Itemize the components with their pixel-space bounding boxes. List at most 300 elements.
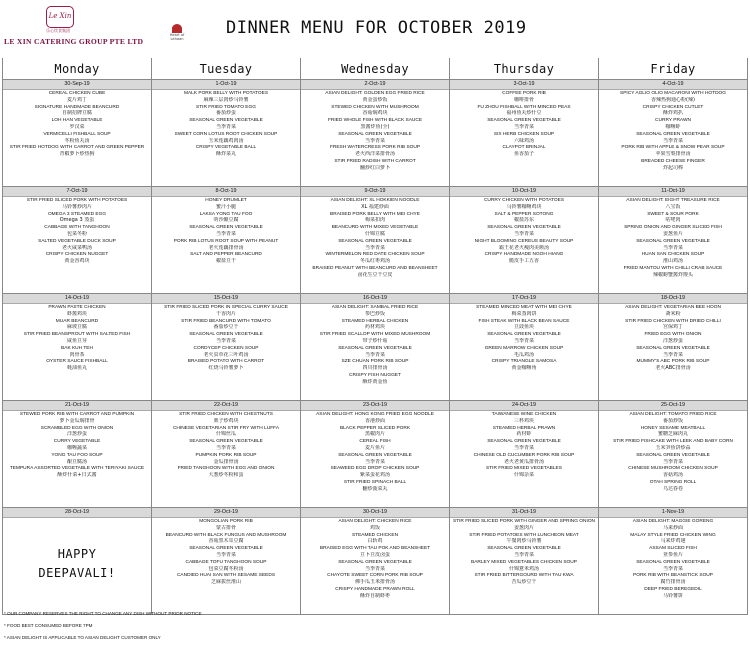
dish-item [452, 573, 596, 585]
dish-name-chinese: 蜜汁小腿 [215, 203, 236, 210]
week-row [3, 187, 748, 294]
dish-item [601, 359, 745, 371]
week-row [3, 80, 748, 187]
day-menu-cell [3, 401, 152, 508]
dish-name-english: MONGOLIAN PORK RIB [199, 519, 253, 524]
dish-name-english: CORDYCEP CHICKEN SOUP [193, 345, 259, 351]
dish-name-english: SEASONAL GREEN VEGETABLE [338, 559, 412, 565]
dish-name-chinese: 萝卜金瓜焖排骨 [59, 417, 95, 424]
day-menu-cell [599, 508, 748, 615]
dish-item [601, 412, 745, 424]
dish-item [154, 252, 298, 264]
dish-name-chinese: 当季青菜 [513, 230, 534, 237]
dish-name-english: SIX HERB CHICKEN SOUP [493, 131, 555, 137]
dish-name-chinese: 乌达春卷 [662, 485, 683, 492]
dish-item [154, 332, 298, 344]
dish-name-chinese: 虾酱鸡块 [66, 310, 87, 317]
dish-name-english: SEASONAL GREEN VEGETABLE [487, 225, 561, 231]
dish-name-english: BEANCURD WITH BLACK FUNGUS AND MUSHROOM [165, 532, 287, 538]
dish-item [601, 266, 745, 278]
day-header: Tuesday [152, 58, 301, 80]
dish-list [301, 304, 449, 388]
dish-name-chinese: 芝麻拔丝淮山 [210, 579, 241, 586]
dish-item [601, 453, 745, 465]
dish-item [303, 346, 447, 358]
dish-name-english: CRISPY FISH NUGGET [349, 372, 401, 378]
dish-name-english: SEAWEED EGG DROP CHICKEN SOUP [330, 466, 420, 472]
day-menu-cell [301, 401, 450, 508]
dish-name-chinese: 豆豉鱼块 [513, 324, 534, 331]
menu-date: 8-Oct-19 [152, 187, 300, 197]
dish-name-chinese: 老火虫草花三叶鸡汤 [203, 351, 249, 358]
dish-name-chinese: 椒盐苏东 [513, 217, 534, 224]
dish-name-chinese: XL 福建炒面 [361, 203, 389, 210]
dish-list [450, 90, 598, 160]
dish-item [452, 198, 596, 210]
dish-name-chinese: 当季青菜 [662, 351, 683, 358]
dish-item [452, 105, 596, 117]
dish-name-english: CRISPY CHICKEN CUTLET [642, 104, 704, 110]
dish-name-chinese: 香菇黑木耳豆腐 [208, 538, 244, 545]
dish-item [5, 305, 149, 317]
dish-name-english: VERMICELLI FISHBALL SOUP [43, 131, 111, 137]
dish-name-english: HONEY SESAME MEATBALL [640, 425, 706, 431]
dish-item [154, 212, 298, 224]
dish-name-english: CHINESE MUSHROOM CHICKEN SOUP [628, 466, 718, 472]
dish-name-chinese: 什锦薏米鸡汤 [508, 565, 539, 572]
dish-name-english: PORK RIB WITH BEANSTICK SOUP [633, 573, 713, 579]
dish-name-english: SWEET & SOUR PORK [647, 211, 699, 217]
dish-list [301, 90, 449, 174]
dish-item [5, 359, 149, 371]
dish-name-chinese: 马铃薯饼 [662, 592, 683, 599]
dish-item [154, 145, 298, 157]
menu-date: 24-Oct-19 [450, 401, 598, 411]
day-menu-cell [450, 187, 599, 294]
dish-name-english: ASIAN DELIGHT: MAGGIE GORENG [632, 519, 714, 524]
footnote: * ASIAN DELIGHT IS APPLICABLE TO ASIAN DELIGHT CUSTOMER ONLY [4, 635, 161, 640]
dish-item [303, 225, 447, 237]
dish-list [152, 518, 300, 588]
dish-name-english: STIR FRIED BEANSPROUT WITH SALTED FISH [23, 332, 131, 338]
dish-item [303, 439, 447, 451]
dish-name-chinese: 斋米粉 [665, 310, 681, 317]
dish-item [154, 118, 298, 130]
dish-name-chinese: 带子炒什菇 [362, 337, 388, 344]
dish-item [303, 480, 447, 492]
logo-chinese-name: 乐心饮食集团 [46, 28, 70, 33]
dish-name-english: OMEGA 3 STEAMED EGG [47, 211, 107, 217]
dish-name-english: STIR FRIED RADISH WITH CARROT [334, 158, 416, 164]
dish-name-english: CEREAL FISH [359, 439, 391, 445]
dish-name-chinese: 酥炸什菜+日式酱 [57, 472, 97, 479]
dish-name-chinese: 咖啡排骨 [513, 96, 534, 103]
dish-name-english: SEASONAL GREEN VEGETABLE [189, 225, 263, 231]
dish-name-english: CURRY PRAWN [655, 118, 691, 124]
dish-name-english: BEANCURD WITH MIXED VEGETABLE [331, 225, 419, 231]
dish-name-chinese: 三杯鸡块 [513, 417, 534, 424]
dish-item [601, 587, 745, 599]
dish-name-chinese: 香菇鸡汤 [662, 472, 683, 479]
dish-name-chinese: 咖喱蔬菜 [66, 444, 87, 451]
dish-name-chinese: 番茄炒豆干 [213, 324, 239, 331]
dish-item [5, 118, 149, 130]
dish-name-chinese: Omega 3 蒸蛋 [59, 217, 95, 224]
dish-item [452, 453, 596, 465]
dish-item [5, 105, 149, 117]
dish-item [154, 91, 298, 103]
dish-item [452, 412, 596, 424]
menu-date: 23-Oct-19 [301, 401, 449, 411]
dish-name-english: SEASONAL GREEN VEGETABLE [338, 345, 412, 351]
week-row [3, 294, 748, 401]
dish-name-chinese: 参巴炒饭 [364, 310, 385, 317]
dish-item [154, 466, 298, 478]
dish-item [452, 319, 596, 331]
dish-item [601, 198, 745, 210]
dish-name-english: ASIAN DELIGHT: SAMBAL FRIED RICE [331, 305, 419, 310]
dish-item [303, 159, 447, 171]
dish-name-english: STIR FRIED FISHCAKE WITH LEEK AND BABY CORN [613, 439, 733, 445]
dish-item [303, 91, 447, 103]
day-menu-cell [599, 294, 748, 401]
dish-name-chinese: 亚参鱼片 [662, 551, 683, 558]
dish-item [601, 346, 745, 358]
menu-date: 10-Oct-19 [450, 187, 598, 197]
dish-item [154, 346, 298, 358]
day-menu-cell [450, 401, 599, 508]
dish-item [452, 332, 596, 344]
dish-name-english: BRAISED POTATO WITH CARROT [187, 359, 265, 365]
dish-name-chinese: 包菜豆腐冬粉汤 [208, 565, 244, 572]
dish-name-english: SALT AND PEPPER BEANCURD [190, 252, 262, 258]
dish-name-english: STIR FRIED HOTDOG WITH CARROT AND GREEN PEPPER [9, 145, 145, 151]
dish-name-english: SEASONAL GREEN VEGETABLE [636, 131, 710, 137]
dish-item [303, 453, 447, 465]
dish-name-english: SEASONAL GREEN VEGETABLE [636, 345, 710, 351]
dish-item [303, 412, 447, 424]
dish-list [599, 90, 747, 174]
dish-item [303, 373, 447, 385]
menu-date: 2-Oct-19 [301, 80, 449, 90]
dish-name-chinese: 当季青菜 [364, 351, 385, 358]
dish-name-chinese: 脆皮手工五香 [508, 258, 539, 265]
dish-name-english: PUMPKIN PORK RIB SOUP [195, 452, 257, 458]
dish-name-english: CURRY VEGETABLE [53, 439, 101, 445]
dish-name-english: FRIED WHOLE FISH WITH BLACK SAUCE [327, 118, 423, 124]
dish-name-english: STIR FRIED TOMATO EGG [196, 104, 256, 110]
dish-name-english: SEASONAL GREEN VEGETABLE [189, 118, 263, 124]
day-menu-cell [152, 187, 301, 294]
dish-name-english: CRISPY HANDMADE PRAWN ROLL [335, 586, 415, 592]
dish-name-english: STIR FRIED MIXED VEGETABLES [486, 466, 562, 472]
dish-name-chinese: 佛手瓜玉米排骨汤 [354, 579, 395, 586]
dish-name-english: YONG TAU FOO SOUP [51, 452, 103, 458]
dish-item [154, 305, 298, 317]
dish-item [5, 225, 149, 237]
dish-name-english: COFFEE PORK RIB [502, 91, 546, 96]
dish-name-chinese: 苦瓜炒豆干 [511, 579, 537, 586]
dish-list [450, 411, 598, 481]
menu-date: 11-Oct-19 [599, 187, 747, 197]
dish-name-chinese: 蒙古排骨 [215, 524, 236, 531]
day-menu-cell [3, 80, 152, 187]
dish-name-english: ASIAN DELIGHT: EIGHT TREASURE RICE [626, 198, 720, 203]
dish-list [3, 304, 151, 374]
menu-date: 3-Oct-19 [450, 80, 598, 90]
dish-item [303, 426, 447, 438]
dish-name-chinese: 当季青菜 [662, 244, 683, 251]
dish-item [303, 305, 447, 317]
dish-name-chinese: 老火莲藕排骨汤 [208, 244, 244, 251]
dish-name-chinese: 青椒萝卜炒热狗 [59, 151, 95, 158]
dish-name-english: BRAISED PORK BELLY WITH MEI CHYE [330, 211, 420, 217]
dish-name-english: PORK RIB LOTUS ROOT SOUP WITH PEANUT [173, 238, 279, 244]
dish-name-english: OYSTER SAUCE FISHBALL [46, 359, 108, 365]
menu-date: 21-Oct-19 [3, 401, 151, 411]
dish-item [303, 587, 447, 599]
dish-name-english: MUAR BEANCURD [55, 318, 99, 324]
dish-name-chinese: 洋葱炒蛋 [66, 431, 87, 438]
footnote: * FOOD BEST CONSUMED BEFORE 7PM [4, 623, 93, 628]
dish-list [599, 197, 747, 281]
dish-name-chinese: 咖喱虾 [665, 123, 681, 130]
dish-name-chinese: 麻辣三层肉炒马铃薯 [203, 96, 249, 103]
dish-name-chinese: 洋葱炒蛋 [662, 337, 683, 344]
dish-name-chinese: 马来炒面 [662, 524, 683, 531]
dish-item [601, 426, 745, 438]
dish-name-chinese: 什锦丝瓜 [215, 431, 236, 438]
dish-item [5, 91, 149, 103]
company-name: LE XIN CATERING GROUP PTE LTD [4, 37, 144, 46]
dish-name-english: FRESH WATERCRESS PORK RIB SOUP [329, 145, 421, 151]
dish-name-english: SEASONAL GREEN VEGETABLE [636, 452, 710, 458]
dish-name-chinese: 紫菜蛋花鸡汤 [359, 472, 390, 479]
dish-name-english: CURRY CHICKEN WITH POTATOES [483, 198, 565, 203]
day-menu-cell [3, 294, 152, 401]
dish-name-chinese: 当季青菜 [215, 444, 236, 451]
day-menu-cell [152, 294, 301, 401]
dish-name-chinese: 毛瓜鸡汤 [513, 351, 534, 358]
dish-list [152, 90, 300, 160]
dish-item [303, 145, 447, 157]
dish-name-english: HUAN SAN CHICKEN SOUP [641, 252, 705, 258]
dish-list [450, 197, 598, 267]
menu-date: 14-Oct-19 [3, 294, 151, 304]
dish-item [452, 533, 596, 545]
dish-list [152, 197, 300, 267]
dish-name-chinese: 冬粉鱼丸汤 [64, 137, 90, 144]
dish-item [5, 332, 149, 344]
dish-name-english: MUMMY'S ABC PORK RIB SOUP [636, 359, 710, 365]
dish-name-english: BRAISED PEANUT WITH BEANCURD AND BEANSHEET [312, 265, 438, 271]
dish-name-english: SZE CHUAN PORK RIB SOUP [341, 359, 409, 365]
dish-item [5, 439, 149, 451]
dish-name-chinese: 玉米笋鱼饼炒蒜 [655, 444, 691, 451]
dish-item [154, 359, 298, 371]
dish-name-english: STEWED PORK RIB WITH CARROT AND PUMPKIN [19, 412, 135, 417]
day-menu-cell [152, 401, 301, 508]
dish-name-chinese: 什锦杂菜 [513, 472, 534, 479]
dish-item [452, 519, 596, 531]
dish-name-english: STIR FRIED SCALLOP WITH MIXED MUSHROOM [319, 332, 431, 338]
dish-name-english: CRISPY VEGETABLE BALL [195, 145, 257, 151]
dish-item [303, 132, 447, 144]
dish-name-english: TAIWANESE WINE CHICKEN [491, 412, 557, 417]
dish-item [5, 132, 149, 144]
dish-item [303, 198, 447, 210]
dish-name-english: CRISPY TRIANGLE SAMOSA [491, 359, 557, 365]
dish-name-english: STEAMED MINCED MEAT WITH MEI CHYE [476, 305, 572, 310]
menu-table [2, 58, 748, 615]
dish-name-english: ASIAN DELIGHT: TOMATO FRIED RICE [629, 412, 717, 417]
dish-name-english: CEREAL CHICKEN CUBE [48, 91, 106, 96]
dish-name-english: STEWED CHICKEN WITH MUSHROOM [331, 104, 419, 110]
holiday-line: HAPPY [57, 547, 97, 561]
dish-item [303, 239, 447, 251]
menu-date: 1-Nov-19 [599, 508, 747, 518]
dish-item [303, 266, 447, 278]
dish-name-chinese: 姜葱鱼片 [662, 230, 683, 237]
dish-name-chinese: 八宝饭 [665, 203, 681, 210]
dish-item [452, 305, 596, 317]
dish-item [601, 225, 745, 237]
day-menu-cell [301, 294, 450, 401]
dish-name-english: SCRAMBLED EGG WITH ONION [40, 425, 114, 431]
dish-name-chinese: 咕咾肉 [665, 217, 681, 224]
dish-name-english: FRIED EGG WITH ONION [644, 332, 702, 338]
dish-item [303, 359, 447, 371]
dish-item [601, 546, 745, 558]
holiday-message [5, 545, 149, 583]
dish-name-english: SEASONAL GREEN VEGETABLE [487, 546, 561, 552]
dish-item [154, 519, 298, 531]
dish-name-chinese: 当季青菜 [513, 337, 534, 344]
dish-item [303, 105, 447, 117]
dish-name-chinese: 蜜糖芝麻肉丸 [657, 431, 688, 438]
dish-item [601, 132, 745, 144]
dish-name-chinese: 苹果雪梨排骨汤 [655, 151, 691, 158]
day-menu-cell [301, 508, 450, 615]
menu-date: 7-Oct-19 [3, 187, 151, 197]
dish-item [303, 212, 447, 224]
dish-name-chinese: 酥炸自制虾枣 [359, 592, 390, 599]
dish-name-english: OTAH SPRING ROLL [649, 479, 697, 485]
dish-name-chinese: 酥炸菜丸 [215, 151, 236, 158]
dish-name-english: LOH HAN VEGETABLE [51, 118, 103, 124]
dish-item [452, 359, 596, 371]
dish-item [154, 412, 298, 424]
dish-name-english: STIR FRIED SLICED PORK WITH POTATOES [26, 198, 128, 203]
dish-name-chinese: 午餐肉炒马铃薯 [506, 538, 542, 545]
dish-item [5, 239, 149, 251]
menu-date: 25-Oct-19 [599, 401, 747, 411]
dish-name-chinese: 当季青菜 [662, 458, 683, 465]
menu-date: 15-Oct-19 [152, 294, 300, 304]
dish-name-chinese: 炸起司棒 [662, 164, 683, 171]
dish-list [3, 518, 151, 584]
menu-date: 1-Oct-19 [152, 80, 300, 90]
dish-name-chinese: 什锦豆腐 [364, 230, 385, 237]
dish-item [601, 305, 745, 317]
dish-item [452, 252, 596, 264]
dish-name-chinese: 香港炒面 [364, 417, 385, 424]
dish-name-chinese: 腐竹排骨汤 [660, 579, 686, 586]
dish-name-chinese: 辣椒螃蟹酱炸馒头 [652, 271, 693, 278]
dish-name-chinese: 豆卜豆皮卤蛋 [359, 551, 390, 558]
dish-name-english: NIGHT BLOOMING CEREUS BEAUTY SOUP [474, 238, 574, 244]
dish-name-chinese: 马铃薯炒肉片 [61, 203, 92, 210]
dish-name-chinese: 当季青菜 [215, 551, 236, 558]
dish-name-chinese: 当季青菜 [364, 244, 385, 251]
day-menu-cell [152, 508, 301, 615]
dish-name-english: ASSAM SLICED FISH [649, 546, 697, 552]
dish-item [601, 319, 745, 331]
dish-name-english: MALAY STYLE FRIED CHICKEN WING [630, 532, 716, 538]
dish-name-chinese: 姜葱肉片 [513, 524, 534, 531]
day-menu-cell [599, 187, 748, 294]
dish-item [154, 560, 298, 572]
dish-name-chinese: 淮山鸡汤 [662, 258, 683, 265]
dish-name-english: SEASONAL GREEN VEGETABLE [338, 238, 412, 244]
dish-item [303, 573, 447, 585]
day-menu-cell [3, 508, 152, 615]
dish-item [452, 466, 596, 478]
dish-item [303, 546, 447, 558]
dish-name-chinese: 当季青菜 [513, 551, 534, 558]
dish-name-chinese: 福州鱼丸炒什豆 [506, 110, 542, 117]
dish-name-english: SEASONAL GREEN VEGETABLE [636, 559, 710, 565]
dish-name-chinese: 马铃薯咖喱鸡块 [506, 203, 542, 210]
day-menu-cell [450, 80, 599, 187]
menu-date: 29-Oct-19 [152, 508, 300, 518]
dish-name-english: STIR FRIED BITTERGOURD WITH TAU KWA [474, 573, 574, 579]
dish-item [601, 573, 745, 585]
dish-name-chinese: 药材鸡块 [364, 324, 385, 331]
dish-name-chinese: 罗汉菜 [69, 123, 85, 130]
dish-item [452, 439, 596, 451]
dish-name-chinese: 当季青菜 [662, 565, 683, 572]
dish-item [303, 560, 447, 572]
dish-list [152, 411, 300, 481]
dish-list [3, 197, 151, 267]
dish-name-english: CABBAGE WITH TANGHOON [44, 225, 110, 231]
week-row [3, 401, 748, 508]
dish-name-chinese: 蚝油鱼丸 [66, 365, 87, 372]
dish-name-chinese: 大葱炒冬粉和蛋 [208, 472, 244, 479]
dish-item [303, 118, 447, 130]
dish-name-english: ASIAN DELIGHT: GOLDEN EGG FRIED RICE [325, 91, 425, 96]
dish-item [452, 212, 596, 224]
dish-item [601, 466, 745, 478]
footnotes [4, 608, 202, 644]
dish-item [303, 533, 447, 545]
heart-logo-icon [172, 24, 182, 33]
dish-name-chinese: 鸡饭 [369, 524, 380, 531]
day-menu-cell [152, 80, 301, 187]
dish-name-english: SEASONAL GREEN VEGETABLE [338, 131, 412, 137]
company-logo [4, 6, 144, 46]
dish-name-chinese: 六味鸡汤 [513, 137, 534, 144]
dish-item [154, 198, 298, 210]
dish-item [452, 145, 596, 157]
dish-item [601, 239, 745, 251]
holiday-line: DEEPAVALI! [38, 566, 116, 580]
dish-list [450, 304, 598, 374]
dish-name-chinese: 霸王花老火瘦肉美颜汤 [498, 244, 549, 251]
dish-name-english: BARLEY MIXED VEGETABLES CHICKEN SOUP [471, 559, 577, 565]
dish-item [154, 533, 298, 545]
